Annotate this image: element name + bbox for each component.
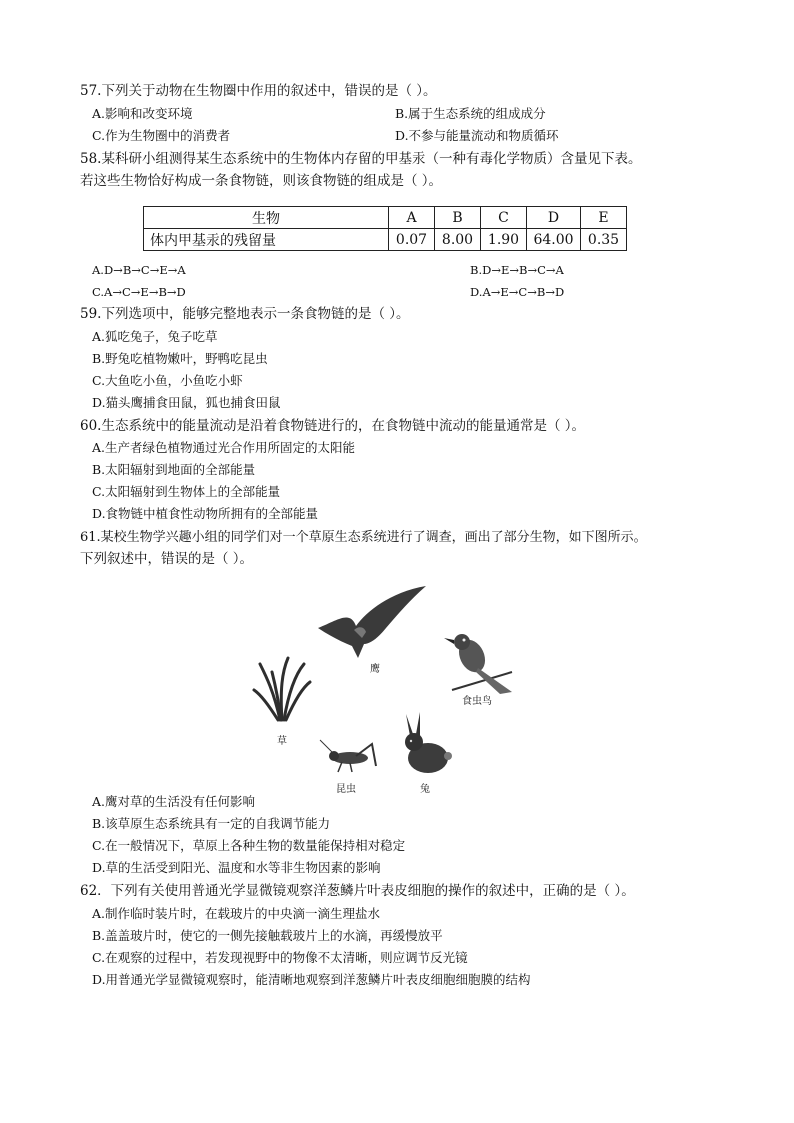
q59-option-a: A.狐吃兔子，兔子吃草 — [92, 329, 218, 344]
rabbit-image — [405, 712, 452, 773]
grassland-ecosystem-figure — [250, 580, 550, 800]
q61-option-d: D.草的生活受到阳光、温度和水等非生物因素的影响 — [92, 860, 381, 875]
table-cell: B — [435, 207, 481, 229]
q60-option-c: C.太阳辐射到生物体上的全部能量 — [92, 484, 281, 499]
table-cell: E — [581, 207, 627, 229]
table-cell: 1.90 — [481, 229, 527, 251]
mercury-residue-table — [143, 206, 627, 251]
insect-label: 昆虫 — [336, 784, 356, 795]
table-cell: 0.35 — [581, 229, 627, 251]
q57-option-d: D.不参与能量流动和物质循环 — [395, 128, 559, 143]
question-58-stem-line2: 若这些生物恰好构成一条食物链，则该食物链的组成是（ ）。 — [80, 173, 443, 189]
table-cell: 体内甲基汞的残留量 — [144, 229, 389, 251]
table-cell: A — [389, 207, 435, 229]
q59-option-b: B.野兔吃植物嫩叶，野鸭吃昆虫 — [92, 351, 268, 366]
q58-option-d: D.A→E→C→B→D — [470, 285, 565, 299]
table-cell: D — [527, 207, 581, 229]
q60-option-d: D.食物链中植食性动物所拥有的全部能量 — [92, 506, 319, 521]
q59-option-c: C.大鱼吃小鱼，小鱼吃小虾 — [92, 373, 243, 388]
table-header-row — [144, 207, 627, 229]
q62-option-a: A.制作临时装片时，在载玻片的中央滴一滴生理盐水 — [92, 906, 381, 921]
question-58-stem-line1: 58.某科研小组测得某生态系统中的生物体内存留的甲基汞（一种有毒化学物质）含量见下表。 — [80, 151, 642, 167]
question-59-stem: 59.下列选项中，能够完整地表示一条食物链的是（ ）。 — [80, 306, 410, 322]
question-57-stem: 57.下列关于动物在生物圈中作用的叙述中，错误的是（ ）。 — [80, 83, 437, 99]
table-cell: 生物 — [144, 207, 389, 229]
table-cell: 0.07 — [389, 229, 435, 251]
table-cell: C — [481, 207, 527, 229]
q57-option-a: A.影响和改变环境 — [92, 106, 193, 121]
q58-option-c: C.A→C→E→B→D — [92, 285, 186, 299]
q58-option-a: A.D→B→C→E→A — [92, 263, 186, 277]
grass-image — [254, 658, 310, 720]
q59-option-d: D.猫头鹰捕食田鼠，狐也捕食田鼠 — [92, 395, 281, 410]
table-cell: 8.00 — [435, 229, 481, 251]
rabbit-label: 兔 — [420, 784, 430, 795]
q60-option-a: A.生产者绿色植物通过光合作用所固定的太阳能 — [92, 440, 356, 455]
q61-option-c: C.在一般情况下，草原上各种生物的数量能保持相对稳定 — [92, 838, 406, 853]
insect-eating-bird-image — [444, 634, 512, 694]
insect-eating-bird-label: 食虫鸟 — [462, 696, 492, 707]
grass-label: 草 — [277, 736, 287, 747]
eagle-image — [318, 586, 426, 658]
question-60-stem: 60.生态系统中的能量流动是沿着食物链进行的，在食物链中流动的能量通常是（ ）。 — [80, 418, 586, 434]
q57-option-b: B.属于生态系统的组成成分 — [395, 106, 546, 121]
q61-option-a: A.鹰对草的生活没有任何影响 — [92, 794, 256, 809]
question-61-stem-line1: 61.某校生物学兴趣小组的同学们对一个草原生态系统进行了调查，画出了部分生物，如下图所示。 — [80, 530, 647, 545]
table-row — [144, 229, 627, 251]
table-cell: 64.00 — [527, 229, 581, 251]
q62-option-b: B.盖盖玻片时，使它的一侧先接触载玻片上的水滴，再缓慢放平 — [92, 928, 443, 943]
q62-option-c: C.在观察的过程中，若发现视野中的物像不太清晰，则应调节反光镜 — [92, 950, 468, 965]
insect-image — [320, 740, 376, 772]
q62-option-d: D.用普通光学显微镜观察时，能清晰地观察到洋葱鳞片叶表皮细胞细胞膜的结构 — [92, 972, 531, 987]
q60-option-b: B.太阳辐射到地面的全部能量 — [92, 462, 256, 477]
question-61-stem-line2: 下列叙述中，错误的是（ ）。 — [80, 551, 254, 567]
q61-option-b: B.该草原生态系统具有一定的自我调节能力 — [92, 816, 331, 831]
eagle-label: 鹰 — [370, 664, 380, 675]
question-62-stem: 62．下列有关使用普通光学显微镜观察洋葱鳞片叶表皮细胞的操作的叙述中，正确的是（ ）。 — [80, 883, 635, 899]
q57-option-c: C.作为生物圈中的消费者 — [92, 128, 231, 143]
q58-option-b: B.D→E→B→C→A — [470, 263, 564, 277]
